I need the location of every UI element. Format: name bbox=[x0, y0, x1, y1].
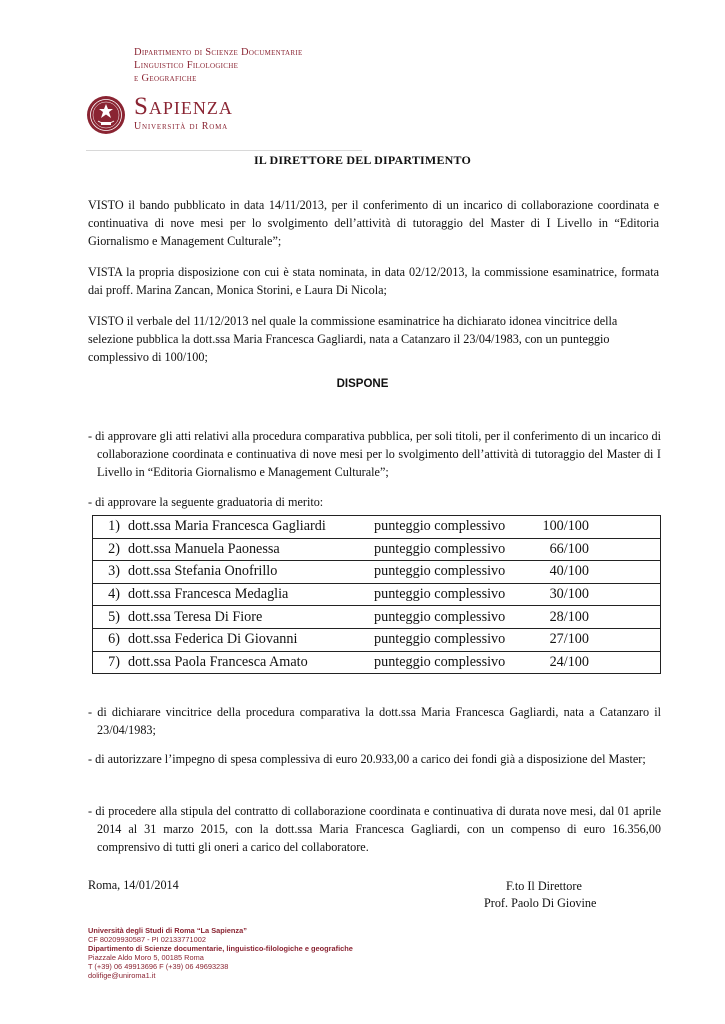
paragraph-visto-bando: VISTO il bando pubblicato in data 14/11/2013, per il conferimento di un incarico di collaborazione coordinata e continuativa di nove mesi per lo svolgimento dell’attività di tutoraggio del Master di I Livello in “Editoria Giornalismo e Management Culturale”; bbox=[88, 198, 659, 248]
candidate-name: dott.ssa Maria Francesca Gagliardi bbox=[128, 518, 326, 535]
footer-university: Università degli Studi di Roma “La Sapienza” bbox=[88, 926, 247, 935]
table-row bbox=[93, 538, 661, 561]
rank-number: 3) bbox=[108, 563, 120, 580]
item-dichiara-vincitrice: - di dichiarare vincitrice della procedura comparativa la dott.ssa Maria Francesca Gagliardi, nata a Catanzaro il 23/04/1983; bbox=[88, 705, 661, 737]
document-title: IL DIRETTORE DEL DIPARTIMENTO bbox=[253, 153, 472, 167]
item-approva-graduatoria: - di approvare la seguente graduatoria di merito: bbox=[88, 495, 324, 509]
graduatoria-cell bbox=[93, 561, 661, 584]
candidate-name: dott.ssa Manuela Paonessa bbox=[128, 540, 280, 557]
dispone-heading: DISPONE bbox=[336, 378, 389, 390]
graduatoria-table bbox=[92, 515, 661, 674]
header-divider bbox=[86, 150, 362, 151]
score-value: 27/100 bbox=[549, 631, 589, 648]
score-label: punteggio complessivo bbox=[374, 631, 506, 648]
item-autorizza-spesa: - di autorizzare l’impegno di spesa complessiva di euro 20.933,00 a carico dei fondi già a disposizione del Master; bbox=[88, 752, 646, 766]
score-label: punteggio complessivo bbox=[374, 540, 506, 557]
graduatoria-cell bbox=[93, 628, 661, 651]
footer-phone: T (+39) 06 49913696 F (+39) 06 49693238 bbox=[88, 961, 229, 971]
footer-email[interactable]: dolifige@uniroma1.it bbox=[88, 970, 156, 980]
candidate-name: dott.ssa Stefania Onofrillo bbox=[128, 563, 278, 580]
footer-address: Piazzale Aldo Moro 5, 00185 Roma bbox=[88, 952, 204, 962]
place-date: Roma, 14/01/2014 bbox=[88, 878, 179, 892]
graduatoria-cell bbox=[93, 583, 661, 606]
score-value: 66/100 bbox=[549, 540, 589, 557]
item-stipula-contratto: - di procedere alla stipula del contratto di collaborazione coordinata e continuativa di durata nove mesi, dal 01 aprile 2014 al 31 marzo 2015, con la dott.ssa Maria Francesca Gagliardi, con un compenso di euro 16.356,00 comprensivo di tutti gli oneri a carico del collaboratore. bbox=[88, 804, 661, 854]
candidate-name: dott.ssa Francesca Medaglia bbox=[128, 586, 289, 603]
graduatoria-cell bbox=[93, 538, 661, 561]
graduatoria-cell bbox=[93, 606, 661, 629]
score-label: punteggio complessivo bbox=[374, 518, 506, 535]
score-label: punteggio complessivo bbox=[374, 608, 506, 625]
rank-number: 5) bbox=[108, 608, 120, 625]
paragraph-visto-verbale: VISTO il verbale del 11/12/2013 nel quale la commissione esaminatrice ha dichiarato idonea vincitrice della selezione pubblica la dott.ssa Maria Francesca Gagliardi, nata a Catanzaro il 23/04/1983, con un punteggio complessivo di 100/100; bbox=[88, 314, 618, 364]
rank-number: 7) bbox=[108, 653, 120, 670]
table-row bbox=[93, 651, 661, 674]
table-row bbox=[93, 606, 661, 629]
graduatoria-cell bbox=[93, 651, 661, 674]
footer-department: Dipartimento di Scienze documentarie, linguistico-filologiche e geografiche bbox=[88, 943, 353, 953]
signature-title: F.to Il Direttore bbox=[506, 879, 582, 893]
brand-subtitle: Università di Roma bbox=[134, 121, 228, 132]
signature-name: Prof. Paolo Di Giovine bbox=[484, 896, 597, 910]
sapienza-seal-icon bbox=[86, 95, 126, 135]
department-heading bbox=[134, 46, 303, 85]
footer-cf: CF 80209930587 - PI 02133771002 bbox=[88, 934, 206, 944]
score-label: punteggio complessivo bbox=[374, 653, 506, 670]
score-label: punteggio complessivo bbox=[374, 563, 506, 580]
score-value: 100/100 bbox=[542, 518, 589, 535]
table-row bbox=[93, 516, 661, 539]
score-value: 28/100 bbox=[549, 608, 589, 625]
score-value: 30/100 bbox=[549, 586, 589, 603]
brand-name: Sapienza bbox=[134, 93, 233, 120]
dept-line-3: e Geografiche bbox=[134, 73, 197, 84]
footer bbox=[88, 927, 353, 980]
rank-number: 1) bbox=[108, 518, 120, 535]
graduatoria-cell bbox=[93, 516, 661, 539]
rank-number: 4) bbox=[108, 586, 120, 603]
signature-block bbox=[484, 878, 596, 912]
rank-number: 6) bbox=[108, 631, 120, 648]
paragraph-vista-disposizione: VISTA la propria disposizione con cui è stata nominata, in data 02/12/2013, la commissione esaminatrice, formata dai proff. Marina Zancan, Monica Storini, e Laura Di Nicola; bbox=[88, 265, 659, 297]
rank-number: 2) bbox=[108, 540, 120, 557]
candidate-name: dott.ssa Paola Francesca Amato bbox=[128, 653, 308, 670]
table-row bbox=[93, 628, 661, 651]
score-value: 24/100 bbox=[549, 653, 589, 670]
score-value: 40/100 bbox=[549, 563, 589, 580]
dept-line-1: Dipartimento di Scienze Documentarie bbox=[134, 47, 303, 58]
candidate-name: dott.ssa Federica Di Giovanni bbox=[128, 631, 298, 648]
item-approva-atti: - di approvare gli atti relativi alla procedura comparativa pubblica, per soli titoli, per il conferimento di un incarico di collaborazione coordinata e continuativa di nove mesi per lo svolgimento dell’attività di tutoraggio del Master di I Livello in “Editoria Giornalismo e Management Culturale”; bbox=[88, 429, 661, 479]
sapienza-logo bbox=[134, 94, 233, 132]
dept-line-2: Linguistico Filologiche bbox=[134, 60, 239, 71]
candidate-name: dott.ssa Teresa Di Fiore bbox=[128, 608, 263, 625]
score-label: punteggio complessivo bbox=[374, 586, 506, 603]
table-row bbox=[93, 561, 661, 584]
table-row bbox=[93, 583, 661, 606]
